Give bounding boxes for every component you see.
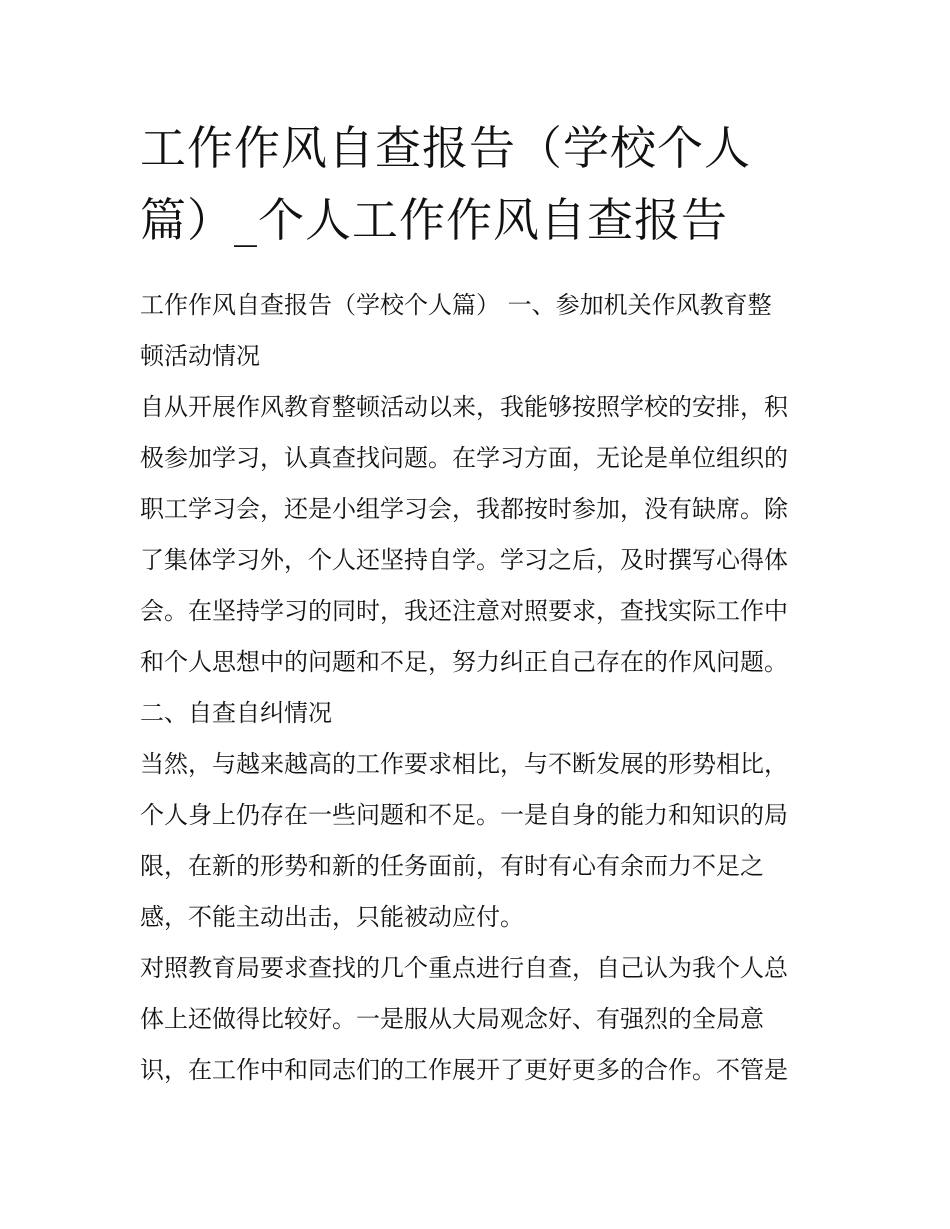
text-line: 了集体学习外，个人还坚持自学。学习之后，及时撰写心得体 [140, 546, 788, 574]
text-line: 自从开展作风教育整顿活动以来，我能够按照学校的安排，积 [140, 393, 788, 421]
title-line: 工作作风自查报告（学校个人 [140, 121, 751, 175]
text-line: 和个人思想中的问题和不足，努力纠正自己存在的作风问题。 [140, 648, 788, 676]
text-line: 对照教育局要求查找的几个重点进行自查，自己认为我个人总 [140, 954, 788, 982]
document-title [140, 112, 820, 256]
text-line: 会。在坚持学习的同时，我还注意对照要求，查找实际工作中 [140, 597, 788, 625]
text-line: 职工学习会，还是小组学习会，我都按时参加，没有缺席。除 [140, 495, 788, 523]
text-line: 限，在新的形势和新的任务面前，有时有心有余而力不足之 [140, 852, 764, 880]
text-line: 当然，与越来越高的工作要求相比，与不断发展的形势相比， [140, 750, 788, 778]
text-line: 工作作风自查报告（学校个人篇） 一、参加机关作风教育整 [140, 291, 772, 319]
text-line: 顿活动情况 [140, 342, 260, 370]
text-line: 识，在工作中和同志们的工作展开了更好更多的合作。不管是 [140, 1056, 788, 1084]
text-line: 体上还做得比较好。一是服从大局观念好、有强烈的全局意 [140, 1005, 764, 1033]
text-line: 极参加学习，认真查找问题。在学习方面，无论是单位组织的 [140, 444, 788, 472]
section-heading: 二、自查自纠情况 [140, 699, 332, 727]
text-line: 感，不能主动出击，只能被动应付。 [140, 903, 524, 931]
title-line: 篇）_个人工作作风自查报告 [140, 193, 728, 247]
text-line: 个人身上仍存在一些问题和不足。一是自身的能力和知识的局 [140, 801, 788, 829]
document-body [140, 280, 820, 1096]
